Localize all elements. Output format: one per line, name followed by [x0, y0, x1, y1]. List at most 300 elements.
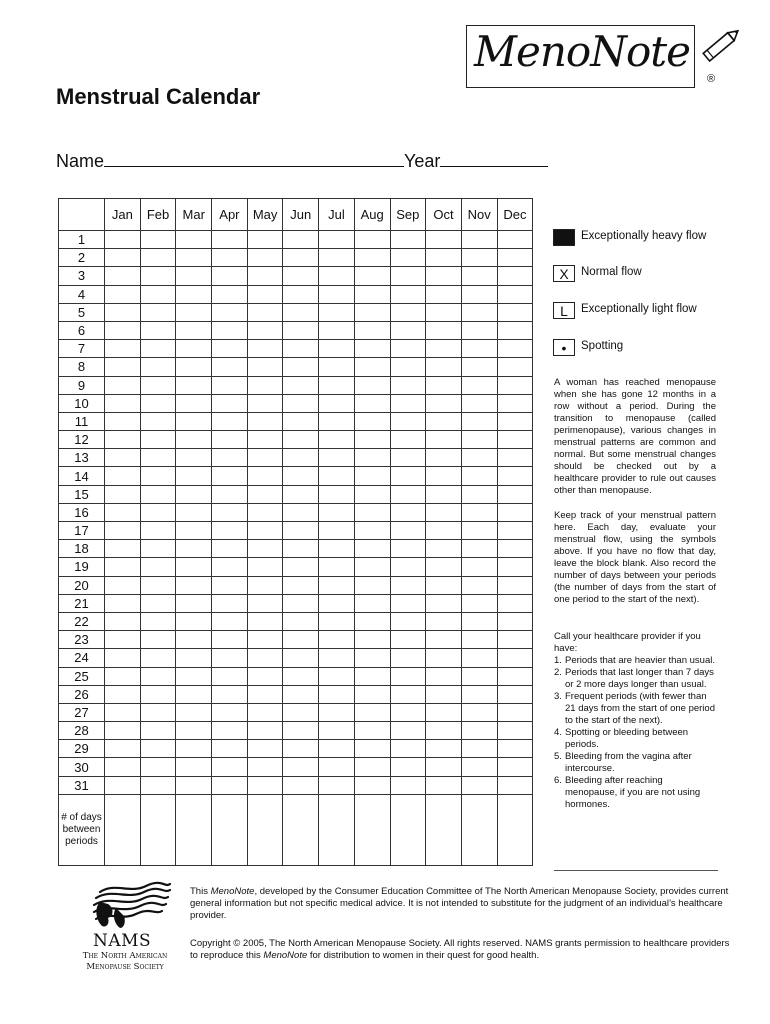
day-cell[interactable]	[176, 667, 212, 685]
day-cell[interactable]	[212, 231, 248, 249]
day-cell[interactable]	[461, 303, 497, 321]
day-cell[interactable]	[140, 576, 176, 594]
day-cell[interactable]	[212, 358, 248, 376]
day-cell[interactable]	[140, 776, 176, 794]
day-cell[interactable]	[247, 649, 283, 667]
day-cell[interactable]	[247, 358, 283, 376]
day-cell[interactable]	[140, 303, 176, 321]
day-cell[interactable]	[497, 703, 533, 721]
days-between-cell[interactable]	[461, 794, 497, 865]
day-cell[interactable]	[354, 540, 390, 558]
day-cell[interactable]	[105, 394, 141, 412]
day-cell[interactable]	[354, 467, 390, 485]
day-cell[interactable]	[247, 376, 283, 394]
day-cell[interactable]	[283, 722, 319, 740]
day-cell[interactable]	[105, 231, 141, 249]
day-cell[interactable]	[105, 558, 141, 576]
day-cell[interactable]	[176, 594, 212, 612]
day-cell[interactable]	[390, 703, 426, 721]
day-cell[interactable]	[497, 685, 533, 703]
day-cell[interactable]	[390, 485, 426, 503]
day-cell[interactable]	[461, 758, 497, 776]
day-cell[interactable]	[283, 503, 319, 521]
day-cell[interactable]	[497, 394, 533, 412]
day-cell[interactable]	[283, 285, 319, 303]
day-cell[interactable]	[461, 267, 497, 285]
day-cell[interactable]	[497, 321, 533, 339]
day-cell[interactable]	[497, 376, 533, 394]
day-cell[interactable]	[461, 558, 497, 576]
day-cell[interactable]	[283, 340, 319, 358]
day-cell[interactable]	[461, 249, 497, 267]
day-cell[interactable]	[212, 667, 248, 685]
day-cell[interactable]	[212, 394, 248, 412]
day-cell[interactable]	[212, 540, 248, 558]
day-cell[interactable]	[319, 522, 355, 540]
day-cell[interactable]	[212, 740, 248, 758]
day-cell[interactable]	[105, 249, 141, 267]
day-cell[interactable]	[247, 321, 283, 339]
days-between-cell[interactable]	[140, 794, 176, 865]
day-cell[interactable]	[140, 431, 176, 449]
day-cell[interactable]	[319, 412, 355, 430]
day-cell[interactable]	[247, 540, 283, 558]
day-cell[interactable]	[105, 285, 141, 303]
day-cell[interactable]	[212, 376, 248, 394]
day-cell[interactable]	[105, 340, 141, 358]
day-cell[interactable]	[354, 321, 390, 339]
day-cell[interactable]	[426, 231, 462, 249]
day-cell[interactable]	[176, 703, 212, 721]
day-cell[interactable]	[354, 594, 390, 612]
day-cell[interactable]	[140, 285, 176, 303]
day-cell[interactable]	[461, 394, 497, 412]
day-cell[interactable]	[319, 231, 355, 249]
day-cell[interactable]	[319, 558, 355, 576]
day-cell[interactable]	[497, 249, 533, 267]
day-cell[interactable]	[461, 467, 497, 485]
day-cell[interactable]	[461, 612, 497, 630]
day-cell[interactable]	[390, 649, 426, 667]
day-cell[interactable]	[461, 722, 497, 740]
day-cell[interactable]	[426, 340, 462, 358]
day-cell[interactable]	[105, 540, 141, 558]
day-cell[interactable]	[140, 394, 176, 412]
day-cell[interactable]	[105, 321, 141, 339]
day-cell[interactable]	[283, 449, 319, 467]
day-cell[interactable]	[390, 467, 426, 485]
day-cell[interactable]	[390, 394, 426, 412]
day-cell[interactable]	[354, 231, 390, 249]
day-cell[interactable]	[247, 231, 283, 249]
day-cell[interactable]	[319, 758, 355, 776]
day-cell[interactable]	[176, 231, 212, 249]
day-cell[interactable]	[212, 412, 248, 430]
day-cell[interactable]	[283, 758, 319, 776]
day-cell[interactable]	[283, 576, 319, 594]
day-cell[interactable]	[247, 412, 283, 430]
day-cell[interactable]	[390, 249, 426, 267]
day-cell[interactable]	[283, 249, 319, 267]
day-cell[interactable]	[354, 722, 390, 740]
day-cell[interactable]	[176, 467, 212, 485]
day-cell[interactable]	[390, 321, 426, 339]
day-cell[interactable]	[176, 631, 212, 649]
day-cell[interactable]	[105, 467, 141, 485]
day-cell[interactable]	[176, 776, 212, 794]
day-cell[interactable]	[497, 303, 533, 321]
day-cell[interactable]	[461, 522, 497, 540]
day-cell[interactable]	[461, 649, 497, 667]
day-cell[interactable]	[461, 776, 497, 794]
day-cell[interactable]	[247, 485, 283, 503]
day-cell[interactable]	[426, 776, 462, 794]
day-cell[interactable]	[247, 667, 283, 685]
day-cell[interactable]	[140, 758, 176, 776]
day-cell[interactable]	[105, 267, 141, 285]
day-cell[interactable]	[212, 285, 248, 303]
day-cell[interactable]	[247, 503, 283, 521]
day-cell[interactable]	[354, 267, 390, 285]
day-cell[interactable]	[212, 321, 248, 339]
day-cell[interactable]	[461, 376, 497, 394]
day-cell[interactable]	[426, 303, 462, 321]
day-cell[interactable]	[176, 522, 212, 540]
day-cell[interactable]	[319, 249, 355, 267]
day-cell[interactable]	[176, 340, 212, 358]
day-cell[interactable]	[354, 522, 390, 540]
day-cell[interactable]	[105, 576, 141, 594]
day-cell[interactable]	[176, 576, 212, 594]
day-cell[interactable]	[212, 267, 248, 285]
day-cell[interactable]	[390, 522, 426, 540]
day-cell[interactable]	[461, 631, 497, 649]
day-cell[interactable]	[426, 285, 462, 303]
day-cell[interactable]	[426, 412, 462, 430]
day-cell[interactable]	[247, 776, 283, 794]
day-cell[interactable]	[426, 540, 462, 558]
day-cell[interactable]	[105, 522, 141, 540]
day-cell[interactable]	[283, 540, 319, 558]
day-cell[interactable]	[426, 358, 462, 376]
day-cell[interactable]	[497, 267, 533, 285]
day-cell[interactable]	[247, 758, 283, 776]
day-cell[interactable]	[283, 231, 319, 249]
day-cell[interactable]	[212, 449, 248, 467]
day-cell[interactable]	[105, 740, 141, 758]
day-cell[interactable]	[319, 685, 355, 703]
day-cell[interactable]	[426, 631, 462, 649]
day-cell[interactable]	[212, 631, 248, 649]
day-cell[interactable]	[497, 740, 533, 758]
day-cell[interactable]	[176, 321, 212, 339]
day-cell[interactable]	[212, 649, 248, 667]
day-cell[interactable]	[140, 558, 176, 576]
day-cell[interactable]	[354, 503, 390, 521]
days-between-cell[interactable]	[354, 794, 390, 865]
day-cell[interactable]	[497, 358, 533, 376]
day-cell[interactable]	[176, 303, 212, 321]
day-cell[interactable]	[497, 449, 533, 467]
day-cell[interactable]	[461, 431, 497, 449]
day-cell[interactable]	[354, 431, 390, 449]
day-cell[interactable]	[390, 431, 426, 449]
day-cell[interactable]	[354, 740, 390, 758]
day-cell[interactable]	[426, 394, 462, 412]
day-cell[interactable]	[319, 285, 355, 303]
day-cell[interactable]	[247, 267, 283, 285]
day-cell[interactable]	[319, 776, 355, 794]
day-cell[interactable]	[390, 412, 426, 430]
day-cell[interactable]	[283, 594, 319, 612]
day-cell[interactable]	[212, 685, 248, 703]
day-cell[interactable]	[390, 667, 426, 685]
day-cell[interactable]	[283, 740, 319, 758]
days-between-cell[interactable]	[283, 794, 319, 865]
day-cell[interactable]	[247, 594, 283, 612]
day-cell[interactable]	[176, 722, 212, 740]
day-cell[interactable]	[105, 431, 141, 449]
day-cell[interactable]	[212, 340, 248, 358]
day-cell[interactable]	[105, 758, 141, 776]
day-cell[interactable]	[426, 467, 462, 485]
day-cell[interactable]	[354, 649, 390, 667]
day-cell[interactable]	[212, 467, 248, 485]
day-cell[interactable]	[140, 467, 176, 485]
day-cell[interactable]	[497, 576, 533, 594]
day-cell[interactable]	[390, 231, 426, 249]
day-cell[interactable]	[354, 558, 390, 576]
day-cell[interactable]	[319, 467, 355, 485]
day-cell[interactable]	[497, 558, 533, 576]
day-cell[interactable]	[461, 449, 497, 467]
day-cell[interactable]	[319, 503, 355, 521]
day-cell[interactable]	[176, 740, 212, 758]
day-cell[interactable]	[140, 485, 176, 503]
day-cell[interactable]	[247, 249, 283, 267]
day-cell[interactable]	[354, 576, 390, 594]
day-cell[interactable]	[354, 376, 390, 394]
day-cell[interactable]	[461, 594, 497, 612]
day-cell[interactable]	[283, 376, 319, 394]
day-cell[interactable]	[354, 612, 390, 630]
days-between-cell[interactable]	[105, 794, 141, 865]
day-cell[interactable]	[176, 503, 212, 521]
day-cell[interactable]	[390, 612, 426, 630]
day-cell[interactable]	[497, 231, 533, 249]
day-cell[interactable]	[247, 467, 283, 485]
day-cell[interactable]	[283, 303, 319, 321]
days-between-cell[interactable]	[426, 794, 462, 865]
days-between-cell[interactable]	[247, 794, 283, 865]
day-cell[interactable]	[354, 776, 390, 794]
day-cell[interactable]	[247, 612, 283, 630]
day-cell[interactable]	[247, 722, 283, 740]
day-cell[interactable]	[426, 431, 462, 449]
day-cell[interactable]	[247, 285, 283, 303]
day-cell[interactable]	[390, 267, 426, 285]
day-cell[interactable]	[426, 576, 462, 594]
day-cell[interactable]	[140, 649, 176, 667]
day-cell[interactable]	[497, 612, 533, 630]
day-cell[interactable]	[283, 703, 319, 721]
day-cell[interactable]	[319, 321, 355, 339]
year-field[interactable]	[440, 152, 548, 167]
day-cell[interactable]	[212, 558, 248, 576]
day-cell[interactable]	[140, 340, 176, 358]
day-cell[interactable]	[247, 394, 283, 412]
day-cell[interactable]	[212, 303, 248, 321]
day-cell[interactable]	[176, 431, 212, 449]
day-cell[interactable]	[426, 722, 462, 740]
day-cell[interactable]	[283, 467, 319, 485]
day-cell[interactable]	[426, 321, 462, 339]
day-cell[interactable]	[426, 758, 462, 776]
day-cell[interactable]	[497, 649, 533, 667]
day-cell[interactable]	[390, 758, 426, 776]
day-cell[interactable]	[212, 594, 248, 612]
day-cell[interactable]	[497, 340, 533, 358]
day-cell[interactable]	[497, 776, 533, 794]
day-cell[interactable]	[247, 631, 283, 649]
day-cell[interactable]	[247, 340, 283, 358]
day-cell[interactable]	[354, 394, 390, 412]
day-cell[interactable]	[354, 449, 390, 467]
day-cell[interactable]	[247, 449, 283, 467]
day-cell[interactable]	[319, 740, 355, 758]
day-cell[interactable]	[461, 340, 497, 358]
day-cell[interactable]	[461, 576, 497, 594]
day-cell[interactable]	[283, 412, 319, 430]
day-cell[interactable]	[319, 358, 355, 376]
day-cell[interactable]	[461, 703, 497, 721]
day-cell[interactable]	[354, 358, 390, 376]
day-cell[interactable]	[247, 431, 283, 449]
day-cell[interactable]	[212, 612, 248, 630]
day-cell[interactable]	[105, 485, 141, 503]
day-cell[interactable]	[390, 285, 426, 303]
day-cell[interactable]	[105, 722, 141, 740]
day-cell[interactable]	[426, 485, 462, 503]
day-cell[interactable]	[212, 249, 248, 267]
day-cell[interactable]	[390, 503, 426, 521]
day-cell[interactable]	[390, 558, 426, 576]
day-cell[interactable]	[354, 285, 390, 303]
day-cell[interactable]	[461, 231, 497, 249]
day-cell[interactable]	[426, 449, 462, 467]
day-cell[interactable]	[390, 722, 426, 740]
day-cell[interactable]	[140, 612, 176, 630]
day-cell[interactable]	[319, 631, 355, 649]
day-cell[interactable]	[283, 685, 319, 703]
day-cell[interactable]	[283, 612, 319, 630]
day-cell[interactable]	[247, 558, 283, 576]
day-cell[interactable]	[390, 340, 426, 358]
day-cell[interactable]	[461, 485, 497, 503]
day-cell[interactable]	[212, 576, 248, 594]
day-cell[interactable]	[212, 722, 248, 740]
day-cell[interactable]	[212, 776, 248, 794]
day-cell[interactable]	[390, 576, 426, 594]
day-cell[interactable]	[319, 449, 355, 467]
day-cell[interactable]	[212, 522, 248, 540]
day-cell[interactable]	[176, 485, 212, 503]
day-cell[interactable]	[390, 594, 426, 612]
day-cell[interactable]	[176, 376, 212, 394]
day-cell[interactable]	[140, 358, 176, 376]
day-cell[interactable]	[390, 449, 426, 467]
day-cell[interactable]	[176, 449, 212, 467]
day-cell[interactable]	[319, 394, 355, 412]
day-cell[interactable]	[140, 449, 176, 467]
day-cell[interactable]	[176, 685, 212, 703]
day-cell[interactable]	[212, 703, 248, 721]
day-cell[interactable]	[105, 776, 141, 794]
day-cell[interactable]	[426, 740, 462, 758]
day-cell[interactable]	[319, 667, 355, 685]
day-cell[interactable]	[461, 503, 497, 521]
day-cell[interactable]	[319, 594, 355, 612]
day-cell[interactable]	[212, 758, 248, 776]
day-cell[interactable]	[461, 358, 497, 376]
day-cell[interactable]	[426, 558, 462, 576]
day-cell[interactable]	[105, 449, 141, 467]
day-cell[interactable]	[283, 667, 319, 685]
day-cell[interactable]	[105, 376, 141, 394]
day-cell[interactable]	[354, 758, 390, 776]
day-cell[interactable]	[426, 249, 462, 267]
day-cell[interactable]	[354, 303, 390, 321]
day-cell[interactable]	[354, 667, 390, 685]
day-cell[interactable]	[283, 776, 319, 794]
day-cell[interactable]	[140, 631, 176, 649]
day-cell[interactable]	[140, 594, 176, 612]
day-cell[interactable]	[461, 285, 497, 303]
day-cell[interactable]	[283, 558, 319, 576]
day-cell[interactable]	[426, 685, 462, 703]
day-cell[interactable]	[390, 740, 426, 758]
day-cell[interactable]	[176, 285, 212, 303]
day-cell[interactable]	[319, 703, 355, 721]
day-cell[interactable]	[390, 540, 426, 558]
day-cell[interactable]	[319, 576, 355, 594]
day-cell[interactable]	[390, 303, 426, 321]
day-cell[interactable]	[319, 485, 355, 503]
day-cell[interactable]	[390, 376, 426, 394]
day-cell[interactable]	[247, 740, 283, 758]
day-cell[interactable]	[497, 503, 533, 521]
day-cell[interactable]	[105, 703, 141, 721]
day-cell[interactable]	[247, 703, 283, 721]
days-between-cell[interactable]	[176, 794, 212, 865]
day-cell[interactable]	[140, 540, 176, 558]
day-cell[interactable]	[390, 358, 426, 376]
day-cell[interactable]	[497, 540, 533, 558]
day-cell[interactable]	[497, 722, 533, 740]
day-cell[interactable]	[283, 358, 319, 376]
day-cell[interactable]	[176, 558, 212, 576]
day-cell[interactable]	[283, 522, 319, 540]
day-cell[interactable]	[426, 612, 462, 630]
day-cell[interactable]	[105, 503, 141, 521]
day-cell[interactable]	[354, 685, 390, 703]
day-cell[interactable]	[283, 485, 319, 503]
day-cell[interactable]	[354, 631, 390, 649]
day-cell[interactable]	[176, 540, 212, 558]
day-cell[interactable]	[283, 267, 319, 285]
day-cell[interactable]	[497, 467, 533, 485]
day-cell[interactable]	[497, 667, 533, 685]
